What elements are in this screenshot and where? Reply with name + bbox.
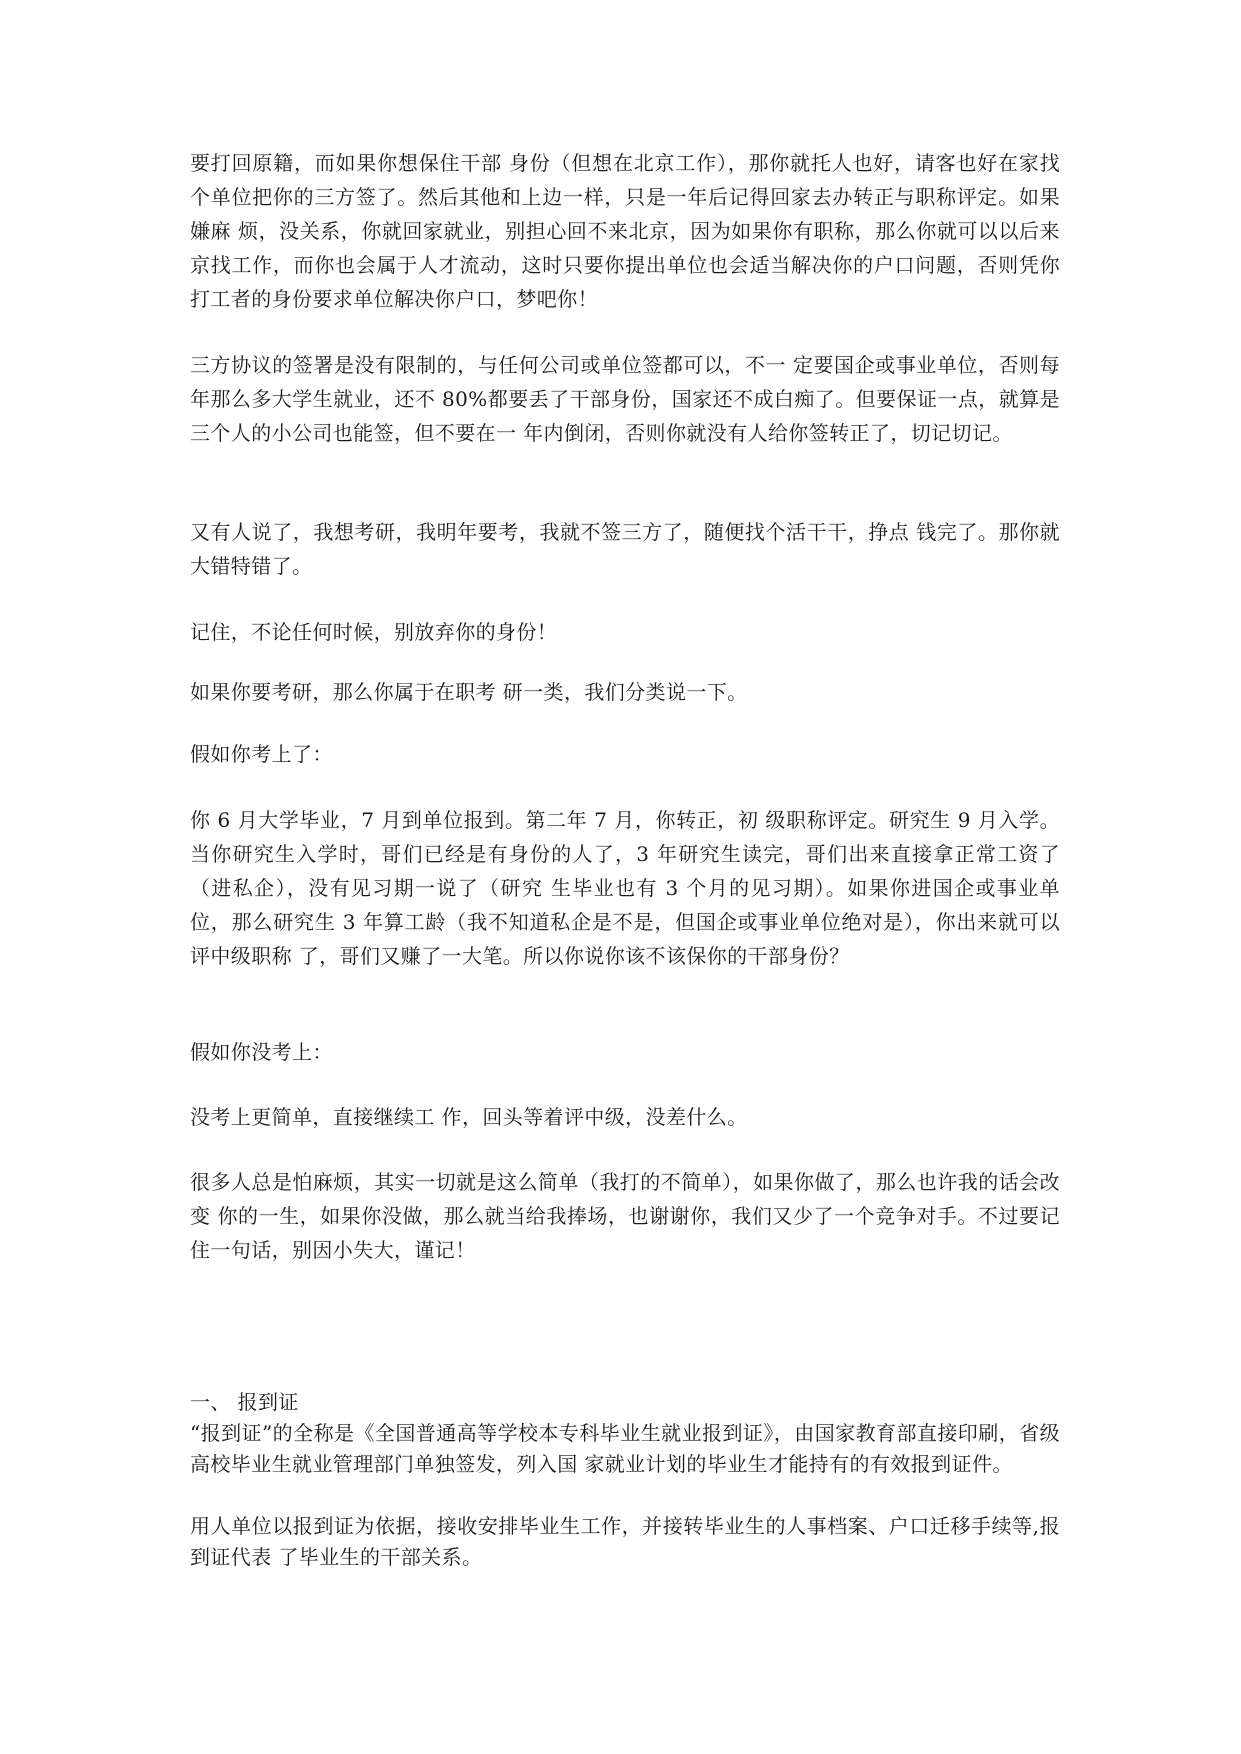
- paragraph-3: 又有人说了，我想考研，我明年要考，我就不签三方了，随便找个活干干，挣点 钱完了。那你就大错特错了。: [190, 520, 1060, 578]
- paragraph-9: 没考上更简单，直接继续工 作，回头等着评中级，没差什么。: [190, 1105, 748, 1129]
- paragraph-6: 假如你考上了：: [190, 742, 333, 766]
- section-heading: 一、 报到证: [190, 1390, 299, 1414]
- paragraph-8: 假如你没考上：: [190, 1040, 333, 1064]
- paragraph-1: 要打回原籍，而如果你想保住干部 身份（但想在北京工作），那你就托人也好，请客也好在家找个单位把你的三方签了。然后其他和上边一样，只是一年后记得回家去办转正与职称评定。如果嫌麻 烦，没关系，你就回家就业，别担心回不来北京，因为如果你有职称，那么你就可以以后来京找工作，而你也会属于人才流动，这时只要你提出单位也会适当解决你的户口问题，否则凭你打工者的身份要求单位解决你户口，梦吧你！: [190, 151, 1060, 311]
- paragraph-5: 如果你要考研，那么你属于在职考 研一类，我们分类说一下。: [190, 680, 748, 704]
- paragraph-2: 三方协议的签署是没有限制的，与任何公司或单位签都可以，不一 定要国企或事业单位，否则每年那么多大学生就业，还不 80%都要丢了干部身份，国家还不成白痴了。但要保证一点，就算是三个人的小公司也能签，但不要在一 年内倒闭，否则你就没有人给你签转正了，切记切记。: [190, 353, 1060, 445]
- paragraph-10: 很多人总是怕麻烦，其实一切就是这么简单（我打的不简单），如果你做了，那么也许我的话会改变 你的一生，如果你没做，那么就当给我捧场，也谢谢你，我们又少了一个竞争对手。不过要记住一句话，别因小失大，谨记！: [190, 1170, 1060, 1262]
- section-line-1: “报到证”的全称是《全国普通高等学校本专科毕业生就业报到证》，由国家教育部直接印刷，省级高校毕业生就业管理部门单独签发，列入国 家就业计划的毕业生才能持有的有效报到证件。: [190, 1421, 1060, 1476]
- paragraph-4: 记住，不论任何时候，别放弃你的身份！: [190, 620, 558, 644]
- section-line-2: 用人单位以报到证为依据，接收安排毕业生工作，并接转毕业生的人事档案、户口迁移手续等,报到证代表 了毕业生的干部关系。: [190, 1514, 1060, 1569]
- paragraph-7: 你 6 月大学毕业，7 月到单位报到。第二年 7 月，你转正，初 级职称评定。研究生 9 月入学。当你研究生入学时，哥们已经是有身份的人了，3 年研究生读完，哥们出来直接拿正常工资了（进私企），没有见习期一说了（研究 生毕业也有 3 个月的见习期）。如果你进国企或事业单位，那么研究生 3 年算工龄（我不知道私企是不是，但国企或事业单位绝对是），你出来就可以评中级职称 了，哥们又赚了一大笔。所以你说你该不该保你的干部身份？: [190, 808, 1060, 968]
